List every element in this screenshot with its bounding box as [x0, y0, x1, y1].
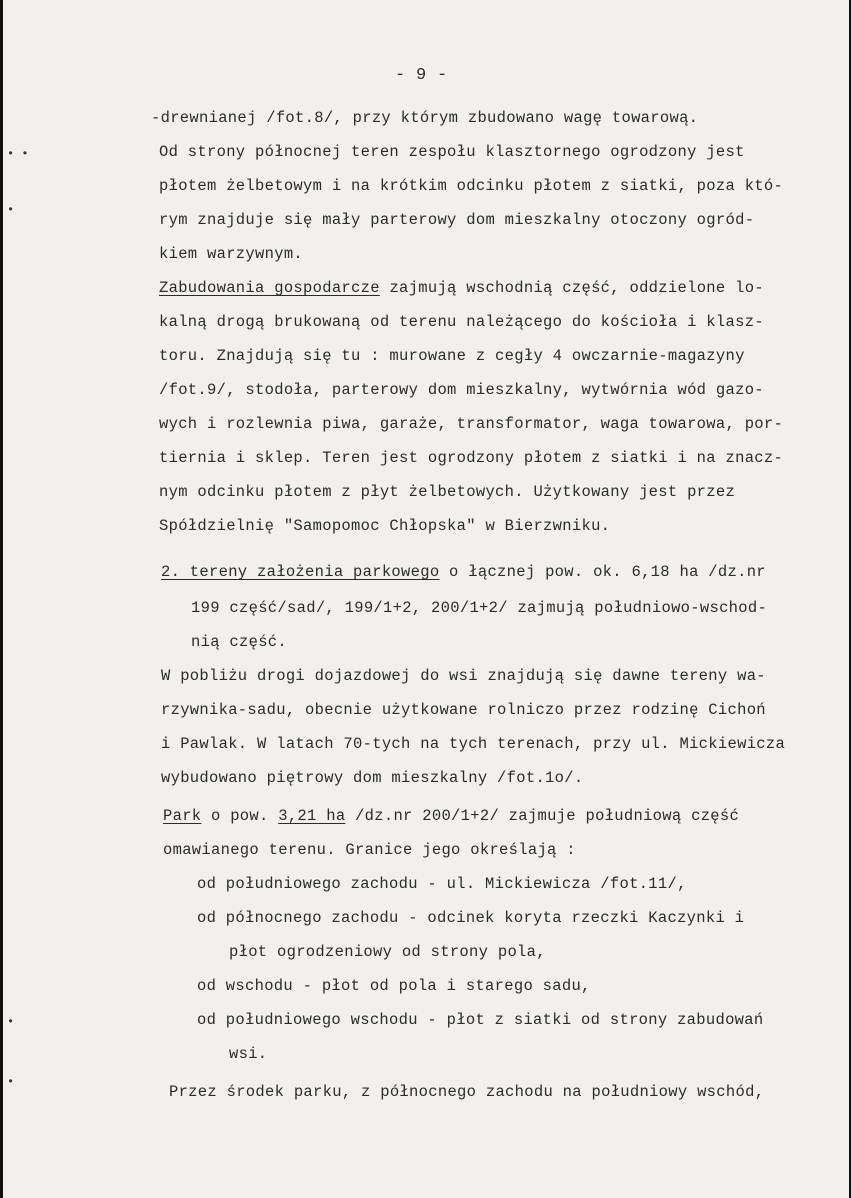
text-line: /fot.9/, stodoła, parterowy dom mieszkalny, wytwórnia wód gazo-: [159, 381, 764, 399]
punch-mark: •: [7, 203, 15, 217]
text-line: 2. tereny założenia parkowego o łącznej pow. ok. 6,18 ha /dz.nr: [161, 563, 766, 581]
punch-mark: • •: [7, 147, 29, 161]
text-line: płotem żelbetowym i na krótkim odcinku płotem z siatki, poza któ-: [159, 177, 784, 195]
section-heading: Park: [163, 807, 202, 825]
text-line: kiem warzywnym.: [159, 245, 304, 263]
text-line: -drewnianej /fot.8/, przy którym zbudowano wagę towarową.: [151, 109, 699, 127]
text-line: Park o pow. 3,21 ha /dz.nr 200/1+2/ zajmuje południową część: [163, 807, 740, 825]
boundary-item: płot ogrodzeniowy od strony pola,: [229, 943, 546, 961]
text-line: Przez środek parku, z północnego zachodu na południowy wschód,: [169, 1083, 765, 1101]
area-value: 3,21 ha: [278, 807, 346, 825]
document-page: [3, 0, 849, 1198]
punch-mark: •: [7, 1015, 15, 1029]
text-line: nią część.: [191, 633, 288, 651]
text-line: wych i rozlewnia piwa, garaże, transformator, waga towarowa, por-: [159, 415, 784, 433]
text-line: Spółdzielnię "Samopomoc Chłopska" w Bierzwniku.: [159, 517, 611, 535]
text-line: nym odcinku płotem z płyt żelbetowych. Użytkowany jest przez: [159, 483, 736, 501]
text-line: rzywnika-sadu, obecnie użytkowane rolniczo przez rodzinę Cichoń: [161, 701, 766, 719]
text-line: Od strony północnej teren zespołu klasztornego ogrodzony jest: [159, 143, 745, 161]
boundary-item: od północnego zachodu - odcinek koryta rzeczki Kaczynki i: [197, 909, 745, 927]
text-line: kalną drogą brukowaną od terenu należącego do kościoła i klasz-: [159, 313, 764, 331]
boundary-item: od południowego zachodu - ul. Mickiewicza /fot.11/,: [197, 875, 687, 893]
text-line: i Pawlak. W latach 70-tych na tych terenach, przy ul. Mickiewicza: [161, 735, 786, 753]
section-heading: Zabudowania gospodarcze: [159, 279, 380, 297]
boundary-item: od południowego wschodu - płot z siatki od strony zabudowań: [197, 1011, 764, 1029]
text-line: 199 część/sad/, 199/1+2, 200/1+2/ zajmują południowo-wschod-: [191, 599, 768, 617]
page-number: - 9 -: [395, 66, 448, 85]
text-line: Zabudowania gospodarcze zajmują wschodnią część, oddzielone lo-: [159, 279, 764, 297]
text-line: rym znajduje się mały parterowy dom mieszkalny otoczony ogród-: [159, 211, 755, 229]
text-line: W pobliżu drogi dojazdowej do wsi znajdują się dawne tereny wa-: [161, 667, 766, 685]
section-heading: 2. tereny założenia parkowego: [161, 563, 440, 581]
boundary-item: od wschodu - płot od pola i starego sadu,: [197, 977, 591, 995]
boundary-item: wsi.: [229, 1045, 268, 1063]
text-line: toru. Znajdują się tu : murowane z cegły 4 owczarnie-magazyny: [159, 347, 745, 365]
punch-mark: •: [7, 1075, 15, 1089]
text-line: omawianego terenu. Granice jego określają :: [163, 841, 576, 859]
text-line: wybudowano piętrowy dom mieszkalny /fot.1o/.: [161, 769, 584, 787]
text-line: tiernia i sklep. Teren jest ogrodzony płotem z siatki i na znacz-: [159, 449, 784, 467]
